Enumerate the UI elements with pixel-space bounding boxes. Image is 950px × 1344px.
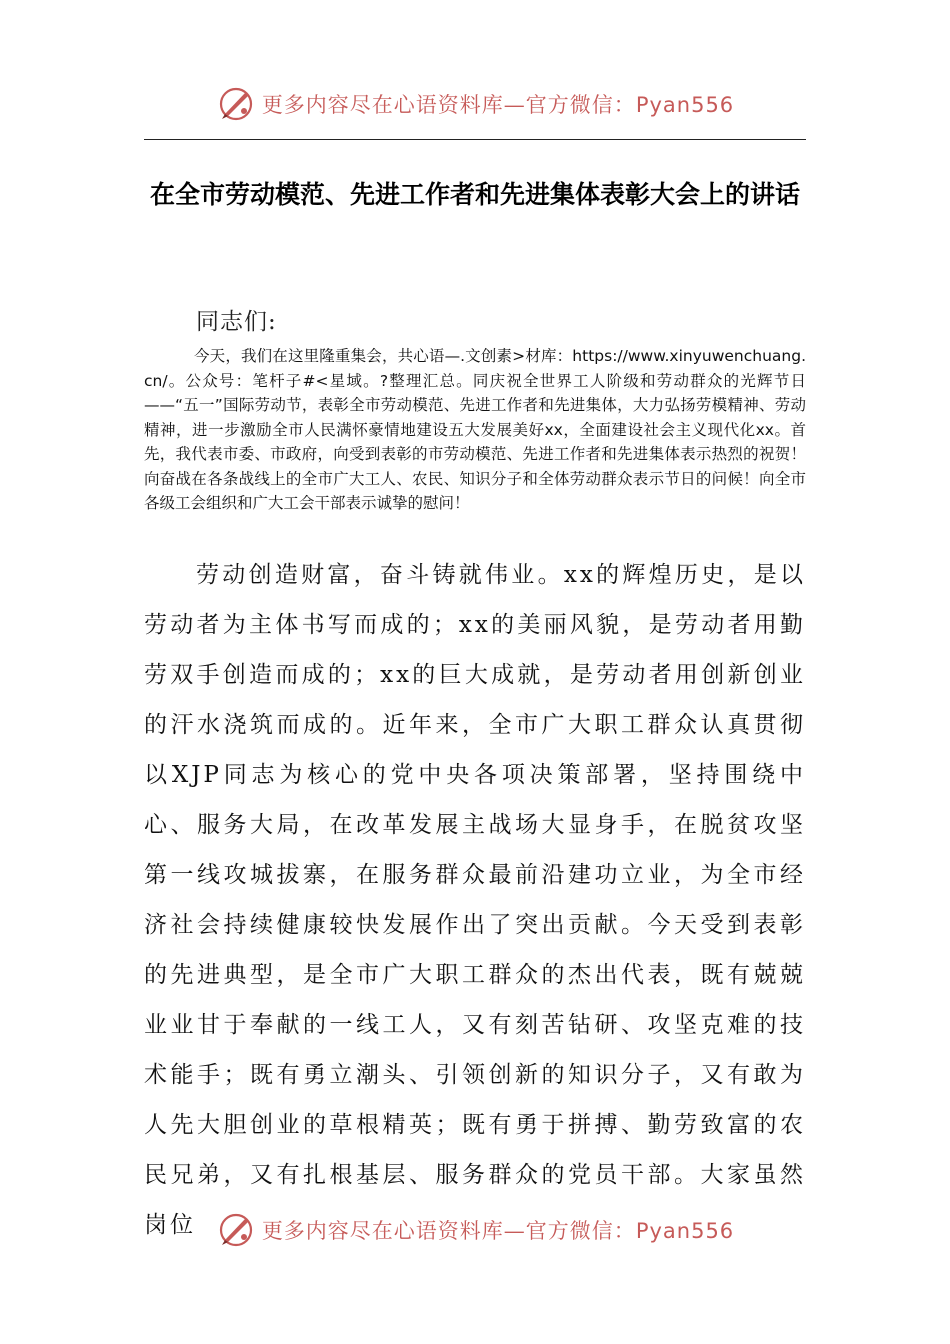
header-banner xyxy=(0,82,950,126)
salutation: 同志们: xyxy=(196,309,277,335)
intro-paragraph: 今天，我们在这里隆重集会，共心语—.文创素>材库：https://www.xinyuwenchuang.cn/。公众号：笔杆子#<星域。?整理汇总。同庆祝全世界工人阶级和劳动群众的光辉节日——“五一”国际劳动节，表彰全市劳动模范、先进工作者和先进集体，大力弘扬劳模精神、劳动精神，进一步激励全市人民满怀豪情地建设五大发展美好xx，全面建设社会主义现代化xx。首先，我代表市委、市政府，向受到表彰的市劳动模范、先进工作者和先进集体表示热烈的祝贺！向奋战在各条战线上的全市广大工人、农民、知识分子和全体劳动群众表示节日的问候！向全市各级工会组织和广大工会干部表示诚挚的慰问！ xyxy=(144,347,806,512)
footer-wechat-id: Pyan556 xyxy=(635,1219,735,1243)
footer-banner xyxy=(0,1208,950,1252)
footer-banner-text: 更多内容尽在心语资料库—官方微信：Pyan556 xyxy=(261,1219,735,1243)
brush-logo-icon xyxy=(216,1210,256,1250)
main-paragraph: 劳动创造财富，奋斗铸就伟业。xx的辉煌历史，是以劳动者为主体书写而成的；xx的美丽风貌，是劳动者用勤劳双手创造而成的；xx的巨大成就，是劳动者用创新创业的汗水浇筑而成的。近年来，全市广大职工群众认真贯彻以XJP同志为核心的党中央各项决策部署，坚持围绕中心、服务大局，在改革发展主战场大显身手，在脱贫攻坚第一线攻城拔寨，在服务群众最前沿建功立业，为全市经济社会持续健康较快发展作出了突出贡献。今天受到表彰的先进典型，是全市广大职工群众的杰出代表，既有兢兢业业甘于奉献的一线工人，又有刻苦钻研、攻坚克难的技术能手；既有勇立潮头、引领创新的知识分子，又有敢为人先大胆创业的草根精英；既有勇于拼搏、勤劳致富的农民兄弟，又有扎根基层、服务群众的党员干部。大家虽然岗位 xyxy=(144,562,806,1238)
header-rule xyxy=(144,139,806,140)
brush-logo-icon xyxy=(216,84,256,124)
document-title: 在全市劳动模范、先进工作者和先进集体表彰大会上的讲话 xyxy=(149,180,800,209)
header-wechat-id: Pyan556 xyxy=(635,93,735,117)
header-banner-text: 更多内容尽在心语资料库—官方微信：Pyan556 xyxy=(261,93,735,117)
